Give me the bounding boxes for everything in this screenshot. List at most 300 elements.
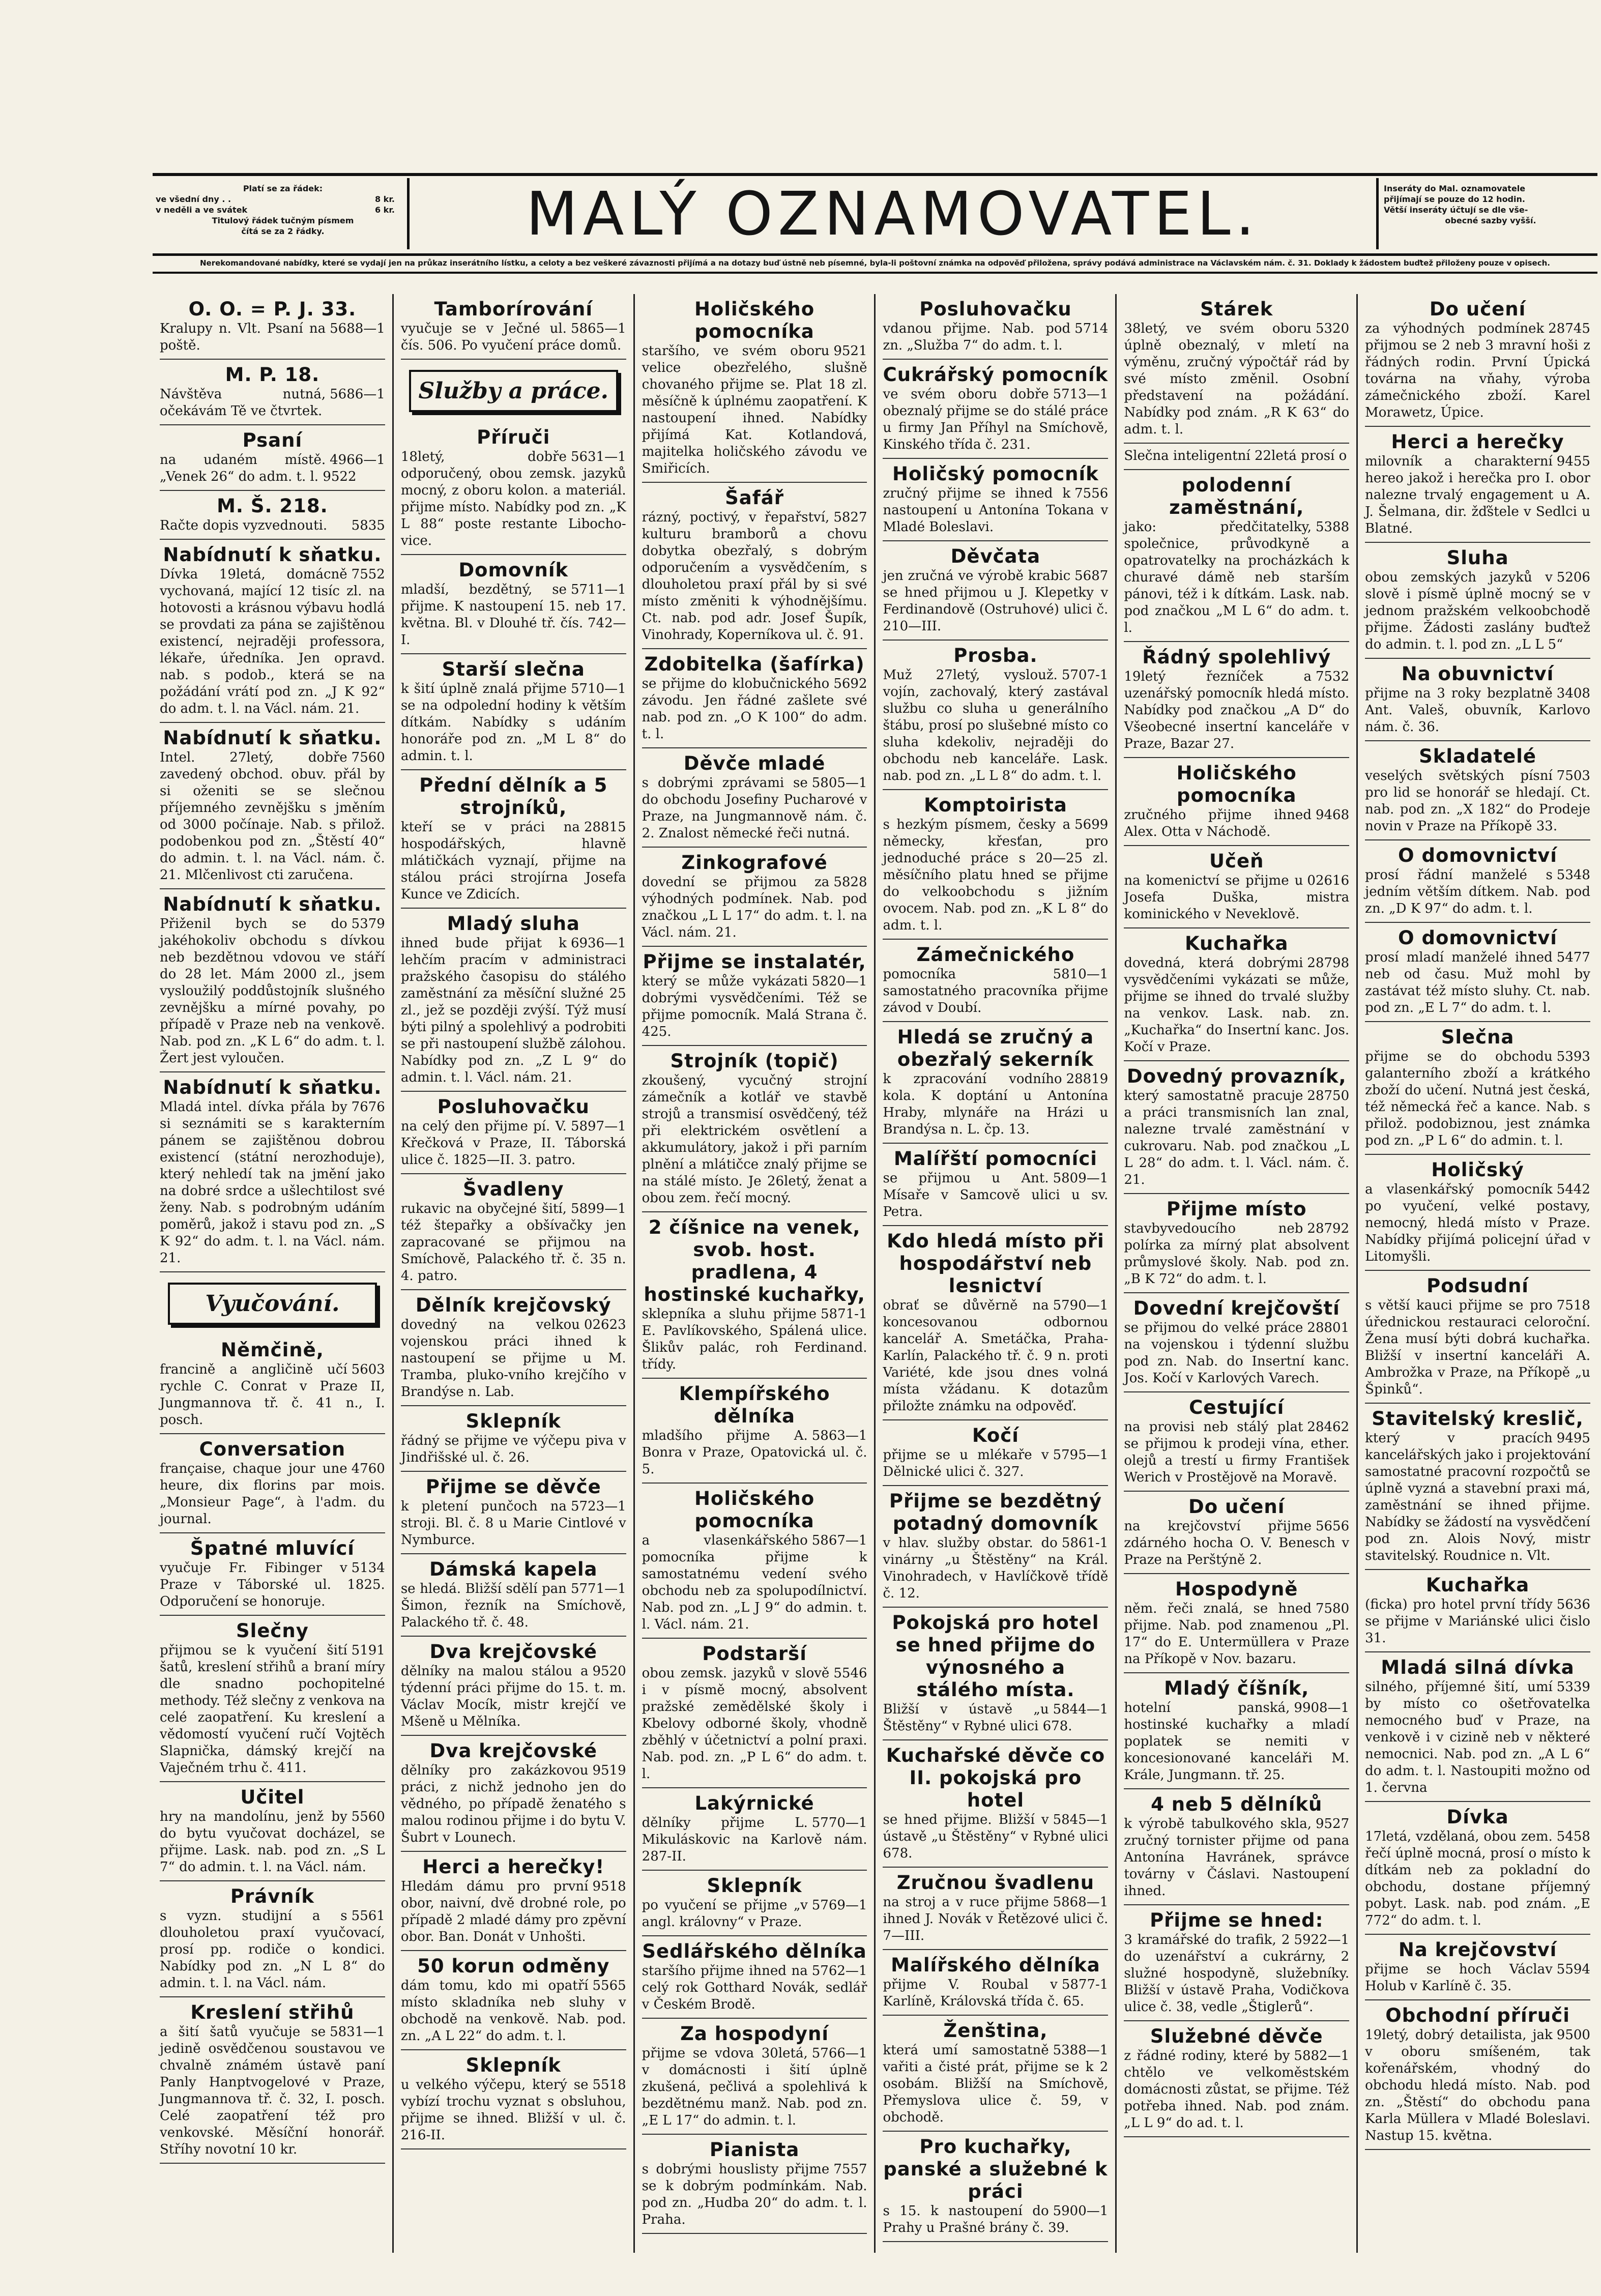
ad-text: na celý den přijme pí. V. Křečková v Praze, II. Táborská ulice č. 1825—II. 3. patro.: [400, 1119, 626, 1168]
classified-ad: [1365, 923, 1590, 1022]
classified-ad: [1124, 1392, 1349, 1492]
ad-number: 5723—1: [570, 1499, 626, 1514]
ad-heading: Posluhovačku: [919, 298, 1072, 320]
ad-body: [1365, 949, 1590, 1016]
ad-number: 5897—1: [570, 1119, 626, 1134]
ad-body: [160, 452, 385, 485]
ad-number: 5861-1: [1061, 1535, 1109, 1551]
classified-ad: [1124, 928, 1349, 1061]
ad-number: 9455: [1556, 454, 1590, 469]
ad-heading: Přijme místo: [1166, 1198, 1307, 1220]
ad-text: Hledám dámu pro první obor, naivní, dvě drobné role, po případě 2 mladé dámy pro zpěvní obor. Ban. Donát v Unhošti.: [400, 1879, 626, 1944]
classified-ad: [401, 422, 626, 555]
ad-body: [401, 2077, 626, 2144]
ad-heading: Obchodní příruči: [1385, 2004, 1570, 2026]
ad-number: 5692: [833, 676, 867, 691]
ad-number: 5762—1: [811, 1963, 867, 1979]
ad-heading: Skladatelé: [1419, 745, 1537, 767]
ad-body: [642, 775, 867, 842]
ad-text: k zpracování vodního kola. K doptání u Antonína Hraby, mlynáře na Hrázi u Brandýsa n. L. čp. 13.: [883, 1071, 1109, 1137]
ad-body: [160, 749, 385, 884]
ad-text: po vyučení se přijme „v angl. královny“ v Praze.: [642, 1898, 808, 1930]
ad-body: [642, 2161, 867, 2228]
ad-body: [883, 1977, 1108, 2010]
ad-number: 5868—1: [1053, 1895, 1109, 1910]
ad-text: ve svém oboru dobře obeznalý přijme se do stálé práce u firmy Jan Příhyl na Smíchově, Kinského třída č. 231.: [883, 387, 1109, 452]
ad-body: [1124, 448, 1349, 464]
ad-number: 7518: [1556, 1298, 1590, 1313]
classified-ad: [160, 889, 385, 1072]
ad-number: 5771—1: [570, 1581, 626, 1596]
rate-price: 6 kr.: [374, 205, 395, 215]
ad-text: se hned přijme. Bližší v ústavě „u Štěstěny“ v Rybné ulici 678.: [883, 1812, 1109, 1861]
rate-line: [156, 194, 395, 205]
classified-ad: [883, 1486, 1108, 1608]
ad-text: přijme se do obchodu galanterního zboží a krátkého zboží do učení. Nutná jest česká, též německá řeč a kance. Nab. s přilož. podobiznou, jest známka pod zn. „P L 6“ do admin. t. l.: [1365, 1049, 1590, 1148]
rate-box: [153, 180, 410, 247]
ad-text: kteří se v práci na hospodářských, hlavně mlátičkách vyznají, přijme na stálou práci strojírna Josefa Kunce ve Zdicích.: [400, 820, 626, 902]
ad-body: [883, 1701, 1108, 1735]
ad-body: [1365, 453, 1590, 537]
ad-body: [160, 566, 385, 717]
ad-body: [642, 1306, 867, 1373]
classified-ad: [160, 294, 385, 360]
ad-body: [1365, 1181, 1590, 1265]
ad-text: zručný přijme se ihned k nastoupení u Antonína Tokana v Mladé Boleslavi.: [883, 486, 1109, 535]
ad-heading: Lakýrnické: [694, 1792, 814, 1814]
ad-number: 5686—1: [330, 387, 385, 402]
classified-ad: [642, 483, 867, 649]
ad-body: [883, 1812, 1108, 1862]
ad-number: 5560: [351, 1809, 385, 1824]
ad-heading: Přední dělník a 5 strojníků,: [419, 774, 608, 819]
ad-column: [394, 294, 635, 2253]
ad-heading: Nabídnutí k sňatku.: [163, 544, 382, 566]
ad-number: 4966—1: [330, 452, 385, 468]
ad-body: [883, 1447, 1108, 1480]
ad-text: na provisi neb stálý plat se přijmou k prodeji vína, ether. olejů a trestí u firmy František Werich v Prostějově na Moravě.: [1124, 1419, 1350, 1485]
ad-number: 9521: [833, 343, 867, 359]
ad-number: 5713—1: [1053, 387, 1109, 402]
classified-ad: [883, 641, 1108, 790]
ad-number: 7552: [351, 567, 385, 582]
ad-body: [1124, 807, 1349, 840]
ad-number: 5388: [1315, 519, 1350, 535]
classified-ad: [1124, 642, 1349, 758]
classified-ad: [642, 2019, 867, 2135]
ad-heading: Služebné děvče: [1150, 2025, 1323, 2047]
ad-heading: Dělník krejčovský: [415, 1294, 612, 1316]
ad-body: [1365, 1049, 1590, 1149]
ad-number: 5770—1: [811, 1815, 867, 1830]
classified-ad: [1124, 1905, 1349, 2021]
ad-body: [401, 1118, 626, 1169]
ad-heading: Stárek: [1200, 298, 1273, 320]
ad-heading: O domovnictví: [1398, 845, 1557, 866]
classified-ad: [883, 1226, 1108, 1420]
ad-text: Mladá intel. dívka přála by si seznámiti se s karakterním pánem se zajištěnou dobrou existencí (státní nerozhoduje), který nehledí tak na jmění jako na dobré srdce a ušlechtilost své ženy. Nab. s podrobným udáním poměrů, jakož i stavu pod zn. „S K 92“ do adm. t. l. na Václ. nám. 21.: [160, 1099, 385, 1266]
ad-text: v hlav. služby obstar. do vinárny „u Štěstěny“ na Král. Vinohradech, v Havlíčkově třídě č. 12.: [883, 1535, 1109, 1601]
ad-text: 3 kramářské do trafik, 2 do uzenářství a cukrárny, 2 služné hospodyně, služebníky. Bližší v ústavě Praha, Vodičkova ulice č. 38, vedle „Štiglerů“.: [1124, 1932, 1350, 2015]
classified-ad: [642, 1936, 867, 2019]
classified-ad: [160, 1072, 385, 1272]
ad-body: [642, 2045, 867, 2129]
ad-body: [401, 1663, 626, 1730]
ad-body: [160, 1461, 385, 1528]
ad-text: jen zručná ve výrobě krabic se hned přijmou u J. Klepetky v Ferdinandově (Ostruhové) ulici č. 210—III.: [883, 568, 1109, 634]
ad-text: s hezkým písmem, česky a německy, křesťan, pro jednoduché práce s 20—25 zl. měsíčního platu hned se přijme do velkoobchodu s jižním ovocem. Nab. pod zn. „K L 8“ do adm. t. l.: [883, 817, 1109, 933]
ad-heading: Holičský: [1431, 1159, 1524, 1181]
classified-ad: [401, 1472, 626, 1554]
ad-heading: Zdobitelka (šafírka): [644, 653, 865, 675]
insertion-info-line: obecné sazby vyšší.: [1445, 216, 1536, 225]
ad-heading: Nabídnutí k sňatku.: [163, 727, 382, 749]
ad-text: se přijmou u Ant. Mísaře v Samcově ulici u sv. Petra.: [883, 1171, 1109, 1219]
ad-text: sklepníka a sluhu přijme E. Pavlíkovského, Spálená ulice. Šlikův palác, roh Ferdinand. třídy.: [642, 1306, 867, 1372]
classified-ad: [160, 1434, 385, 1533]
classified-ad: [1365, 2000, 1590, 2150]
ad-text: u velkého výčepu, který se vybízí trochu vyznat s obsluhou, přijme se ihned. Bližší v ul. č. 216-II.: [400, 2077, 626, 2143]
rate-label: v neděli a ve svátek: [156, 205, 248, 215]
classified-ad: [642, 1379, 867, 1484]
ad-number: 5388—1: [1053, 2043, 1109, 2058]
ad-body: [883, 1535, 1108, 1602]
classified-ad: [642, 649, 867, 748]
classified-ad: [1365, 1022, 1590, 1155]
classified-ad: [401, 555, 626, 654]
ad-number: 5636: [1556, 1597, 1590, 1612]
ad-number: 28745: [1548, 321, 1590, 336]
ad-text: na udaném místě. „Venek 26“ do adm. t. l. 9522: [160, 452, 357, 484]
ad-body: [883, 1297, 1108, 1415]
ad-heading: 50 korun odměny: [417, 1955, 610, 1977]
ad-body: [883, 321, 1108, 354]
ad-body: [1365, 1679, 1590, 1796]
classified-ad: [401, 1736, 626, 1852]
ad-heading: Klempířského dělníka: [679, 1383, 830, 1427]
ad-text: přijme na 3 roky bezplatně Ant. Valeš, obuvník, Karlovo nám. č. 36.: [1365, 686, 1590, 735]
classified-ad: [1365, 1802, 1590, 1935]
ad-text: něm. řeči znalá, se hned přijme. Nab. pod znamenou „Pl. 17“ do E. Untermüllera v Praze na Příkopě v Nov. bazaru.: [1124, 1601, 1350, 1667]
ad-text: obrať se důvěrně na koncesovanou odbornou kancelář A. Smetáčka, Praha-Karlín, Palackého tř. č. 9 n. proti Variété, kde jsou dnes volná místa vžádanu. K dotazům přiložte známku na odpověď.: [883, 1298, 1109, 1414]
ad-text: řádný se přijme ve výčepu piva v Jindřišské ul. č. 26.: [400, 1433, 626, 1465]
ad-heading: Hledá se zručný a obezřalý sekerník: [897, 1026, 1094, 1070]
ad-text: pomocníka samostatného pracovníka přijme závod v Doubí.: [883, 967, 1109, 1015]
classified-ad: [642, 1639, 867, 1788]
classified-ad: [401, 1554, 626, 1637]
ad-text: vyučuje se v Ječné ul. čís. 506. Po vyučení práce domů.: [400, 321, 622, 353]
ad-number: 28819: [1066, 1071, 1109, 1087]
ad-number: 5348: [1556, 867, 1590, 883]
newspaper-page: [153, 173, 1597, 2264]
ad-number: 5795—1: [1053, 1447, 1109, 1463]
ad-body: [1124, 1518, 1349, 1568]
ad-number: 5835: [351, 518, 385, 533]
ad-number: 5714: [1074, 321, 1109, 336]
ad-body: [401, 1581, 626, 1631]
ad-text: prosí mladí manželé ihned neb od času. Muž mohl by zastávat též místo sluhy. Ct. nab. pod zn. „E L 7“ do adm. t. l.: [1365, 950, 1590, 1015]
ad-body: [642, 1428, 867, 1478]
ad-heading: Kuchařka: [1185, 933, 1289, 954]
ad-body: [642, 874, 867, 941]
ad-body: [1124, 1601, 1349, 1668]
ad-heading: polodenní zaměstnání,: [1169, 474, 1304, 518]
ad-heading: Sedlářského dělníka: [642, 1940, 867, 1962]
classified-ad: [1365, 1935, 1590, 2000]
ad-text: zručného přijme ihned Alex. Otta v Náchodě.: [1124, 807, 1312, 839]
ad-body: [1124, 873, 1349, 923]
ad-body: [883, 568, 1108, 635]
ad-body: [642, 1963, 867, 2013]
ad-heading: Herci a herečky: [1391, 431, 1564, 453]
classified-ad: [401, 654, 626, 770]
ad-number: 5565: [592, 1978, 626, 1993]
classified-ad: [883, 1144, 1108, 1226]
ad-text: Návštěva nutná, očekávám Tě ve čtvrtek.: [160, 387, 326, 419]
ad-text: přijme se vdova 30letá, v domácnosti i šití úplně zkušená, pečlivá a spolehlivá k bezdětnému manž. Nab. pod zn. „E L 17“ do admin. t. l.: [642, 2046, 867, 2128]
ad-text: na krejčovství přijme zdárného hocha O. V. Benesch v Praze na Perštýně 2.: [1124, 1519, 1350, 1567]
ad-number: 5561: [351, 1908, 385, 1924]
classified-ad: [401, 294, 626, 360]
ad-heading: Stavitelský kreslič,: [1372, 1408, 1584, 1430]
ad-text: vdanou přijme. Nab. pod zn. „Služba 7“ do adm. t. l.: [883, 321, 1071, 353]
ad-heading: Zinkografové: [681, 852, 828, 874]
ad-heading: Děvčata: [950, 545, 1041, 567]
ad-body: [1365, 2027, 1590, 2144]
ad-heading: Dovední krejčovští: [1133, 1297, 1340, 1319]
ad-text: se hledá. Bližší sdělí pan Šimon, řezník na Smíchově, Palackého tř. č. 48.: [400, 1581, 626, 1630]
ad-number: 5867—1: [811, 1533, 867, 1548]
ad-text: přijme V. Roubal v Karlíně, Královská třída č. 65.: [883, 1977, 1085, 2009]
ad-heading: Sluha: [1446, 547, 1509, 569]
ad-body: [1365, 685, 1590, 736]
ad-number: 5820—1: [811, 974, 867, 989]
ad-heading: 4 neb 5 dělníků: [1151, 1793, 1323, 1815]
ad-body: [883, 1170, 1108, 1220]
classified-ad: [883, 790, 1108, 940]
ad-heading: Pianista: [709, 2139, 800, 2161]
ad-heading: Zámečnického: [916, 944, 1075, 966]
ad-heading: Holičský pomocník: [892, 463, 1099, 485]
ad-column: [1117, 294, 1358, 2253]
classified-ad: [1365, 1271, 1590, 1404]
ad-heading: Holičského pomocníka: [1176, 762, 1297, 806]
ad-body: [1124, 2048, 1349, 2132]
ad-heading: Posluhovačku: [437, 1096, 590, 1118]
ad-heading: Švadleny: [463, 1178, 564, 1200]
ad-text: Muž 27letý, vyslouž. vojín, zachovalý, který zastával službu co sluha u generálního štábu, prosí po slušebné místo co sluha kdekoliv, nejraději do obchodu neb kanceláře. Lask. nab. pod zn. „L L 8“ do adm. t. l.: [883, 667, 1109, 783]
ad-heading: Dámská kapela: [429, 1558, 598, 1580]
ad-heading: Pro kuchařky, panské a služebné k práci: [883, 2136, 1108, 2202]
ad-number: 5871-1: [820, 1306, 867, 1322]
ad-number: 7532: [1315, 669, 1350, 684]
ad-body: [401, 1201, 626, 1285]
ad-heading: Kuchařka: [1425, 1574, 1530, 1596]
ad-heading: Špatné mluvící: [190, 1537, 355, 1559]
ad-body: [401, 449, 626, 549]
classified-ad: [1124, 1673, 1349, 1789]
ad-body: [1124, 1220, 1349, 1288]
classified-ad: [883, 1950, 1108, 2016]
ad-text: mladšího přijme A. Bonra v Praze, Opatovická ul. č. 5.: [642, 1428, 867, 1477]
ad-text: dám tomu, kdo mi opatří místo skladníka neb sluhy v obchodě na venkově. Nab. pod. zn. „A L 22“ do adm. t. l.: [400, 1978, 626, 2044]
classified-ad: [1365, 427, 1590, 543]
insertion-info-line: Větší inseráty účtují se dle vše-: [1384, 205, 1528, 215]
rate-heading: Platí se za řádek:: [243, 184, 323, 193]
classified-ad: [1365, 840, 1590, 923]
ad-body: [642, 1532, 867, 1633]
ad-heading: Pokojská pro hotel se hned přijme do výnosného a stálého místa.: [892, 1612, 1099, 1701]
ad-body: [401, 1433, 626, 1466]
ad-heading: Mladý číšník,: [1164, 1677, 1309, 1699]
ad-number: 5656: [1315, 1519, 1350, 1534]
ad-number: 5827: [833, 510, 867, 525]
ad-body: [1124, 1419, 1349, 1486]
ad-heading: Kreslení střihů: [190, 2001, 355, 2023]
ad-heading: Sklepník: [465, 1410, 561, 1432]
ad-number: 5206: [1556, 570, 1590, 585]
ad-number: 5688—1: [330, 321, 385, 336]
classified-ad: [160, 360, 385, 425]
ad-number: 5320: [1315, 321, 1350, 336]
ad-text: dělníky na malou stálou a týdenní práci přijme do 15. t. m. Václav Mocík, mistr krejčí ve Mšeně u Mělníka.: [400, 1664, 626, 1729]
ad-body: [1365, 1596, 1590, 1647]
classified-ad: [883, 2016, 1108, 2132]
ad-body: [160, 1560, 385, 1610]
ad-text: Dívka 19letá, domácně vychovaná, mající 12 tisíc zl. na hotovosti a krásnou výbavu hodlá se provdati za pána se zajištěnou existencí, nejraději professora, lékaře, úředníka. Jen opravd. nab. s podob., která se na požádání vrátí pod zn. „J K 92“ do adm. t. l. na Václ. nám. 21.: [160, 567, 385, 716]
classified-ad: [160, 1616, 385, 1782]
classified-ad: [1124, 444, 1349, 470]
ad-text: se přijmou do velké práce na vojenskou i týdenní službu pod zn. Nab. do Insertní kanc. Jos. Kočí v Karlových Varech.: [1124, 1320, 1350, 1386]
ad-column: [635, 294, 876, 2253]
ad-number: 9519: [592, 1763, 626, 1778]
ad-body: [1124, 519, 1349, 636]
classified-ad: [883, 459, 1108, 541]
classified-ad: [401, 1092, 626, 1174]
ad-number: 5477: [1556, 950, 1590, 965]
ad-text: 38letý, ve svém oboru úplně obeznalý, v mletí na výměnu, zručný výpočtář rád by své místo změnil. Osobní představení na požádání. Nabídky pod znám. „R K 63“ do adm. t. l.: [1124, 321, 1350, 437]
ad-number: 6936—1: [570, 936, 626, 951]
classified-ad: [401, 770, 626, 909]
ad-body: [883, 817, 1108, 934]
ad-body: [401, 1978, 626, 2045]
ad-heading: Sklepník: [707, 1875, 802, 1897]
ad-body: [401, 1317, 626, 1401]
ad-text: a vlasenkářského pomocníka přijme k samostatnému vedení svého obchodu neb za spolupodílnictví. Nab. pod zn. „L J 9“ do admin. t. l. Václ. nám. 21.: [642, 1533, 867, 1632]
ad-text: Kralupy n. Vlt. Psaní na poště.: [160, 321, 326, 353]
ad-number: 5882—1: [1294, 2048, 1350, 2064]
classified-ad: [1124, 1574, 1349, 1673]
classified-ad: [1124, 294, 1349, 444]
rate-note: Titulový řádek tučným písmem: [212, 216, 354, 225]
ad-body: [1124, 1932, 1349, 2016]
ad-heading: Do učení: [1188, 1496, 1285, 1518]
ad-number: 28801: [1307, 1320, 1350, 1335]
ad-number: 5877-1: [1061, 1977, 1109, 1992]
ad-text: přijmou se k vyučení šití šatů, kreslení střihů a braní míry dle snadno pochopitelné methody. Též slečny z venkova na celé zaopatření. Ku kreslení a vědomostí vyučení ručí Vojtěch Slapnička, dámský krejčí na Vaječném trhu č. 411.: [160, 1643, 385, 1776]
classified-ad: [1124, 470, 1349, 642]
ad-number: 5393: [1556, 1049, 1590, 1064]
ad-column: [1358, 294, 1597, 2253]
ad-heading: Malířští pomocníci: [893, 1148, 1097, 1170]
ad-number: 5134: [351, 1560, 385, 1576]
ad-body: [1365, 1828, 1590, 1929]
ad-heading: Podsudní: [1427, 1275, 1529, 1297]
ad-body: [1365, 1961, 1590, 1995]
classified-ad: [1124, 1492, 1349, 1574]
classified-ad: [401, 909, 626, 1092]
ad-number: 28792: [1307, 1221, 1350, 1236]
ad-heading: Na krejčovství: [1398, 1939, 1557, 1961]
ad-heading: Mladá silná dívka: [1381, 1656, 1575, 1678]
classified-ad: [1365, 543, 1590, 659]
ad-body: [160, 321, 385, 354]
ad-number: 7580: [1315, 1601, 1350, 1616]
ad-number: 5339: [1556, 1679, 1590, 1695]
ad-heading: Prosba.: [953, 645, 1038, 666]
ad-text: k pletení punčoch na stroji. Bl. č. 8 u Marie Cintlové v Nymburce.: [400, 1499, 626, 1548]
classified-ad: [160, 1997, 385, 2164]
classified-ad: [642, 1788, 867, 1871]
ad-body: [1124, 321, 1349, 438]
ad-body: [642, 973, 867, 1040]
ad-number: 9527: [1315, 1816, 1350, 1832]
ad-body: [1124, 955, 1349, 1056]
ad-heading: Sklepník: [465, 2054, 561, 2076]
classified-ad: [883, 940, 1108, 1022]
classified-ad: [642, 947, 867, 1046]
classified-ad: [883, 1022, 1108, 1144]
ad-number: 5766—1: [811, 2046, 867, 2061]
ad-number: 5805—1: [811, 775, 867, 791]
ad-text: který samostatně pracuje a práci transmisních lan znal, nalezne trvalé zaměstnání v cukrovaru. Nab. pod značkou „L L 28“ do adm. t. l. Václ. nám. č. 21.: [1124, 1088, 1350, 1187]
classified-ad: [883, 1868, 1108, 1950]
ad-text: za výhodných podmínek přijmou se 2 neb 3 mravní hoši z řádných rodin. První Úpická továrna na vňahy, výroba zámečnického zboží. Karel Morawetz, Úpice.: [1365, 321, 1590, 420]
ad-body: [1365, 321, 1590, 421]
classified-ad: [401, 1852, 626, 1951]
ad-number: 5458: [1556, 1829, 1590, 1844]
ad-number: 9518: [592, 1879, 626, 1894]
ad-text: milovník a charakterní hereo jakož i herečka pro I. obor nalezne trvalý engagement u A. J. Šelmana, dir. žďštele v Sedlci u Blatné.: [1365, 454, 1590, 536]
ad-number: 5922—1: [1294, 1932, 1350, 1948]
ad-body: [160, 2024, 385, 2158]
ad-number: 5518: [592, 2077, 626, 2092]
ad-heading: Conversation: [199, 1438, 346, 1460]
ad-body: [642, 1897, 867, 1931]
classified-ad: [160, 723, 385, 889]
ad-number: 28815: [584, 820, 626, 835]
ad-text: 18letý, dobře odporučený, obou zemsk. jazyků mocný, z oboru kolon. a materiál. přijme místo. Nabídky pod zn. „K L 88“ poste restante Libocho-vice.: [400, 449, 626, 548]
ad-text: Slečna inteligentní 22letá prosí o: [1124, 448, 1347, 463]
ad-body: [160, 1642, 385, 1777]
classified-ad: [160, 491, 385, 540]
ad-body: [1365, 569, 1590, 653]
ad-text: hry na mandolínu, jenž by do bytu vyučovat docházel, se přijme. Lask. nab. pod zn. „S L 7“ do admin. t. l. na Václ. nám.: [160, 1809, 385, 1875]
ad-body: [401, 1498, 626, 1549]
classified-ad: [160, 425, 385, 491]
ad-heading: Hospodyně: [1175, 1578, 1298, 1600]
ad-heading: Mladý sluha: [447, 913, 580, 935]
ad-text: s 15. k nastoupení do Prahy u Prašné brány č. 39.: [883, 2203, 1069, 2235]
ad-heading: Kdo hledá místo při hospodářství neb lesnictví: [887, 1230, 1104, 1297]
classified-ad: [1124, 1293, 1349, 1392]
ad-number: 5687: [1074, 568, 1109, 584]
classified-ad: [883, 360, 1108, 459]
ad-body: [642, 676, 867, 743]
rate-note: čítá se za 2 řádky.: [241, 226, 325, 236]
ad-heading: Přijme se hned:: [1150, 1909, 1324, 1931]
ad-number: 9908—1: [1294, 1700, 1350, 1716]
